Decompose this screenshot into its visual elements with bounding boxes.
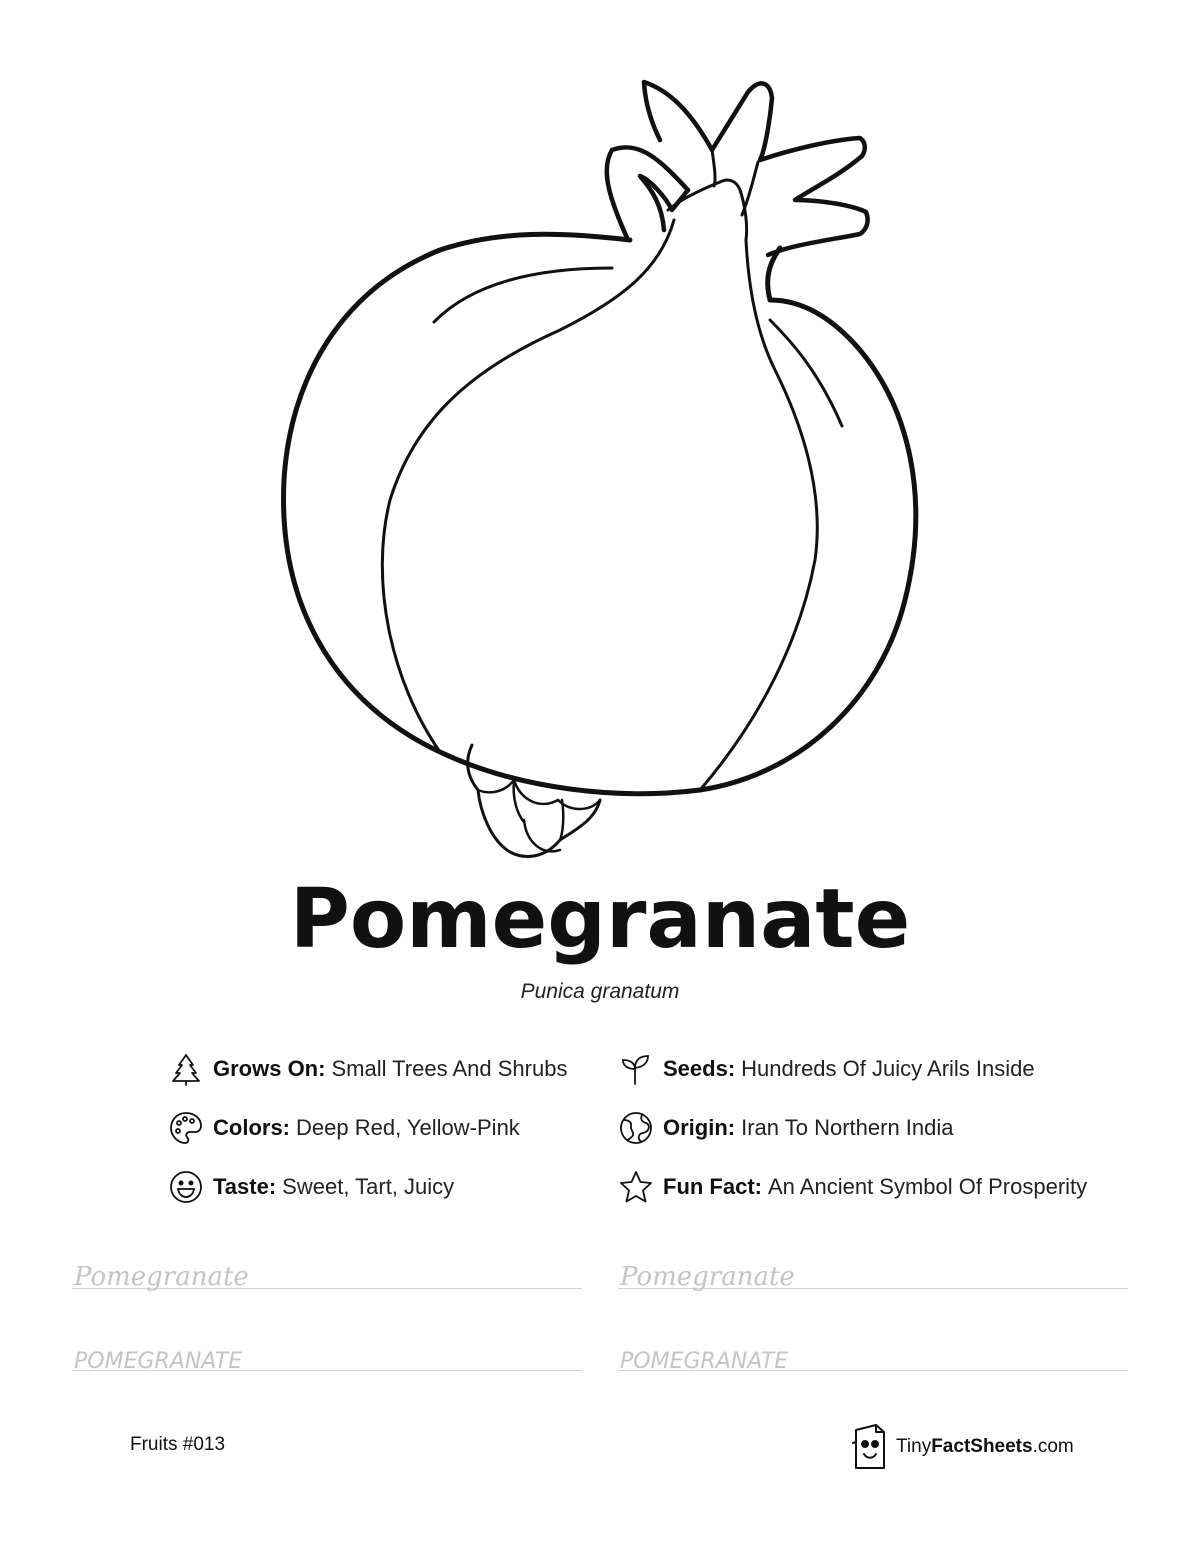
globe-icon (618, 1110, 654, 1146)
fact-label: Grows On: (213, 1056, 326, 1081)
brand-name: TinyFactSheets.com (896, 1436, 1074, 1457)
fact-value: Iran To Northern India (741, 1115, 954, 1140)
fact-label: Origin: (663, 1115, 736, 1140)
fact-origin (618, 1108, 954, 1148)
brand[interactable] (852, 1422, 1074, 1472)
practice-text: POMEGRANATE (74, 1349, 243, 1374)
fact-label: Fun Fact: (663, 1174, 762, 1199)
fact-label: Taste: (213, 1174, 277, 1199)
fact-colors (168, 1108, 520, 1148)
fact-value: Small Trees And Shrubs (331, 1056, 568, 1081)
fact-fun-fact (618, 1167, 1087, 1207)
logo-icon (852, 1422, 888, 1472)
practice-text: POMEGRANATE (620, 1349, 789, 1374)
sprout-icon (618, 1051, 654, 1087)
smile-icon (168, 1169, 204, 1205)
fact-label: Seeds: (663, 1056, 736, 1081)
tree-icon (168, 1051, 204, 1087)
star-icon (618, 1169, 654, 1205)
fact-label: Colors: (213, 1115, 290, 1140)
fact-value: Hundreds Of Juicy Arils Inside (741, 1056, 1035, 1081)
page-title: Pomegranate (289, 872, 911, 967)
practice-line-cursive-right (618, 1248, 1128, 1292)
fact-grows-on (168, 1049, 567, 1089)
pomegranate-illustration (260, 70, 940, 870)
practice-line-caps-right (618, 1330, 1128, 1374)
series-number: Fruits #013 (130, 1434, 226, 1455)
practice-line-cursive-left (72, 1248, 582, 1292)
practice-text: Pomegranate (74, 1262, 249, 1292)
fact-value: Sweet, Tart, Juicy (282, 1174, 455, 1199)
palette-icon (168, 1110, 204, 1146)
fact-value: An Ancient Symbol Of Prosperity (768, 1174, 1088, 1199)
fact-value: Deep Red, Yellow-Pink (296, 1115, 520, 1140)
practice-line-caps-left (72, 1330, 582, 1374)
scientific-name: Punica granatum (520, 980, 680, 1003)
practice-text: Pomegranate (620, 1262, 795, 1292)
fact-seeds (618, 1049, 1035, 1089)
fact-taste (168, 1167, 454, 1207)
